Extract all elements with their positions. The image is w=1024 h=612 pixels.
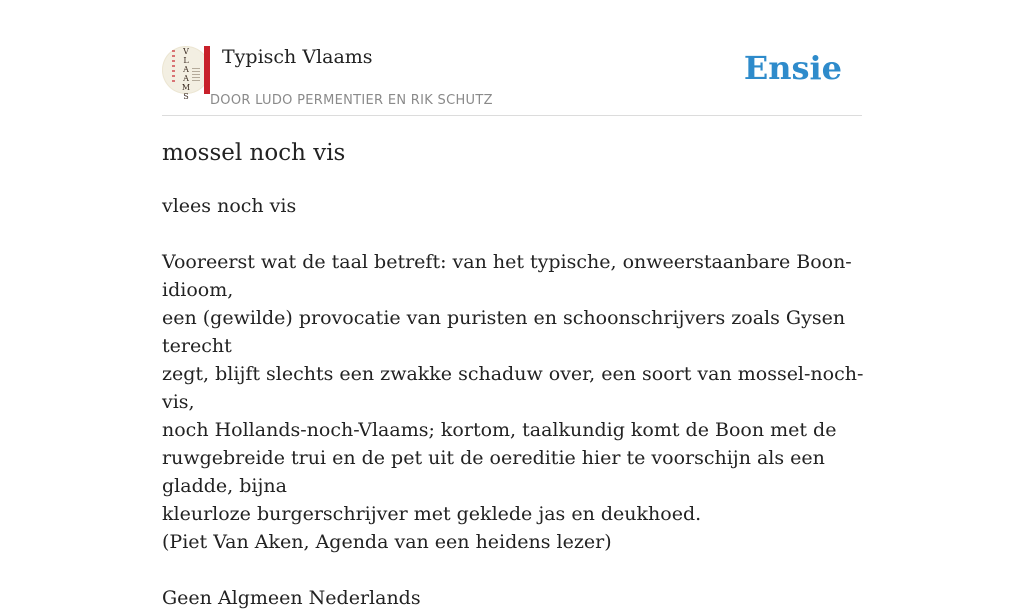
quote-line: ruwgebreide trui en de pet uit de oereditie hier te voorschijn als een gladde, bijna <box>162 447 825 497</box>
quote-line: kleurloze burgerschrijver met geklede jas en deukhoed. <box>162 503 702 525</box>
ensie-logo[interactable]: Ensie <box>743 49 842 87</box>
entry-body <box>162 192 872 612</box>
book-cover-image[interactable] <box>162 46 210 101</box>
entry-definition: vlees noch vis <box>162 195 297 217</box>
entry-note: Geen Algmeen Nederlands <box>162 587 421 609</box>
paragraph-spacer <box>162 220 872 248</box>
quote-line: zegt, blijft slechts een zwakke schaduw over, een soort van mossel-noch-vis, <box>162 363 864 413</box>
paragraph-spacer <box>162 556 872 584</box>
cover-letters: V L A A M S <box>181 47 191 101</box>
quote-source: (Piet Van Aken, Agenda van een heidens lezer) <box>162 531 612 553</box>
book-authors: DOOR LUDO PERMENTIER EN RIK SCHUTZ <box>210 93 493 108</box>
book-title-link[interactable]: Typisch Vlaams <box>222 46 373 68</box>
cover-text-lines <box>192 68 200 82</box>
cover-red-stripe <box>204 46 210 94</box>
quote-line: Vooreerst wat de taal betreft: van het typische, onweerstaanbare Boon-idioom, <box>162 251 852 301</box>
cover-decoration <box>172 50 175 84</box>
entry-title: mossel noch vis <box>162 140 346 166</box>
entry-quote <box>162 248 872 556</box>
quote-line: een (gewilde) provocatie van puristen en schoonschrijvers zoals Gysen terecht <box>162 307 846 357</box>
quote-line: noch Hollands-noch-Vlaams; kortom, taalkundig komt de Boon met de <box>162 419 837 441</box>
book-header <box>162 38 862 116</box>
